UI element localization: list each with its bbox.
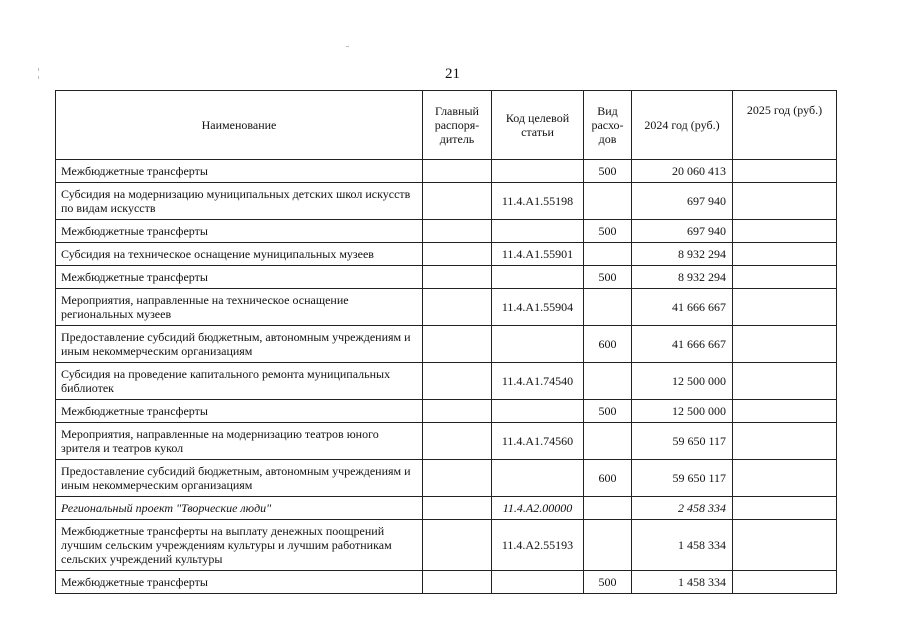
row-name: Региональный проект "Творческие люди" [56,497,423,520]
header-2024: 2024 год (руб.) [632,91,733,160]
row-amount-2025 [733,460,837,497]
table-row [56,289,837,326]
row-code: 11.4.А1.55904 [492,289,584,326]
row-name: Межбюджетные трансферты [56,266,423,289]
table-row [56,266,837,289]
table-row [56,326,837,363]
budget-table [55,90,837,594]
row-code: 11.4.А1.55198 [492,183,584,220]
row-kind: 600 [584,326,632,363]
table-row [56,243,837,266]
row-amount-2025 [733,289,837,326]
table-row-project [56,497,837,520]
row-kind [584,243,632,266]
row-name: Субсидия на проведение капитального ремонта муниципальных библиотек [56,363,423,400]
row-amount-2024: 41 666 667 [632,289,733,326]
row-kind [584,289,632,326]
row-name: Межбюджетные трансферты [56,220,423,243]
row-kind: 600 [584,460,632,497]
row-amount-2024: 59 650 117 [632,460,733,497]
row-kind: 500 [584,266,632,289]
header-manager: Главный распоря-дитель [423,91,492,160]
row-kind [584,363,632,400]
row-kind [584,497,632,520]
row-manager [423,400,492,423]
table-row [56,400,837,423]
row-amount-2025 [733,243,837,266]
row-kind [584,520,632,571]
row-amount-2025 [733,326,837,363]
header-name: Наименование [56,91,423,160]
table-row [56,220,837,243]
row-kind: 500 [584,571,632,594]
row-amount-2025 [733,220,837,243]
row-code: 11.4.А2.55193 [492,520,584,571]
table-row [56,423,837,460]
row-amount-2024: 12 500 000 [632,400,733,423]
row-name: Предоставление субсидий бюджетным, автономным учреждениям и иным некоммерческим организациям [56,460,423,497]
row-name: Мероприятия, направленные на техническое оснащение региональных музеев [56,289,423,326]
row-amount-2024: 697 940 [632,220,733,243]
row-amount-2024: 12 500 000 [632,363,733,400]
row-name: Мероприятия, направленные на модернизацию театров юного зрителя и театров кукол [56,423,423,460]
row-name: Межбюджетные трансферты [56,160,423,183]
row-manager [423,220,492,243]
table-row [56,160,837,183]
row-manager [423,497,492,520]
table-row [56,520,837,571]
row-amount-2024: 8 932 294 [632,243,733,266]
row-amount-2025 [733,363,837,400]
row-name: Субсидия на модернизацию муниципальных детских школ искусств по видам искусств [56,183,423,220]
row-amount-2024: 8 932 294 [632,266,733,289]
row-name: Межбюджетные трансферты [56,571,423,594]
row-kind: 500 [584,160,632,183]
row-code: 11.4.А1.74560 [492,423,584,460]
row-amount-2025 [733,571,837,594]
table-row [56,363,837,400]
row-manager [423,326,492,363]
row-code [492,160,584,183]
row-amount-2024: 1 458 334 [632,520,733,571]
page-number: 21 [445,66,460,82]
row-manager [423,571,492,594]
row-code [492,266,584,289]
row-code [492,326,584,363]
row-amount-2024: 41 666 667 [632,326,733,363]
row-code: 11.4.А1.55901 [492,243,584,266]
table-row [56,571,837,594]
row-amount-2025 [733,160,837,183]
row-manager [423,183,492,220]
header-2025: 2025 год (руб.) [733,91,837,160]
row-amount-2025 [733,497,837,520]
row-amount-2025 [733,266,837,289]
row-manager [423,243,492,266]
row-name: Межбюджетные трансферты [56,400,423,423]
table-row [56,183,837,220]
row-amount-2025 [733,183,837,220]
row-manager [423,520,492,571]
header-kind: Вид расхо-дов [584,91,632,160]
row-amount-2024: 697 940 [632,183,733,220]
row-code [492,220,584,243]
row-manager [423,160,492,183]
row-amount-2025 [733,423,837,460]
row-manager [423,289,492,326]
row-code [492,571,584,594]
row-kind [584,183,632,220]
row-name: Субсидия на техническое оснащение муниципальных музеев [56,243,423,266]
row-code [492,400,584,423]
row-amount-2025 [733,520,837,571]
row-kind: 500 [584,400,632,423]
table-header-row [56,91,837,160]
row-amount-2024: 1 458 334 [632,571,733,594]
scan-speck [346,46,349,47]
row-code [492,460,584,497]
row-manager [423,363,492,400]
row-manager [423,460,492,497]
row-amount-2025 [733,400,837,423]
row-name: Межбюджетные трансферты на выплату денежных поощрений лучшим сельским учреждениям культуры и лучшим работникам сельских учреждений культуры [56,520,423,571]
row-amount-2024: 2 458 334 [632,497,733,520]
row-name: Предоставление субсидий бюджетным, автономным учреждениям и иным некоммерческим организациям [56,326,423,363]
header-code: Код целевой статьи [492,91,584,160]
row-kind: 500 [584,220,632,243]
row-amount-2024: 20 060 413 [632,160,733,183]
table-row [56,460,837,497]
row-manager [423,266,492,289]
row-code: 11.4.А2.00000 [492,497,584,520]
row-kind [584,423,632,460]
row-manager [423,423,492,460]
row-amount-2024: 59 650 117 [632,423,733,460]
row-code: 11.4.А1.74540 [492,363,584,400]
